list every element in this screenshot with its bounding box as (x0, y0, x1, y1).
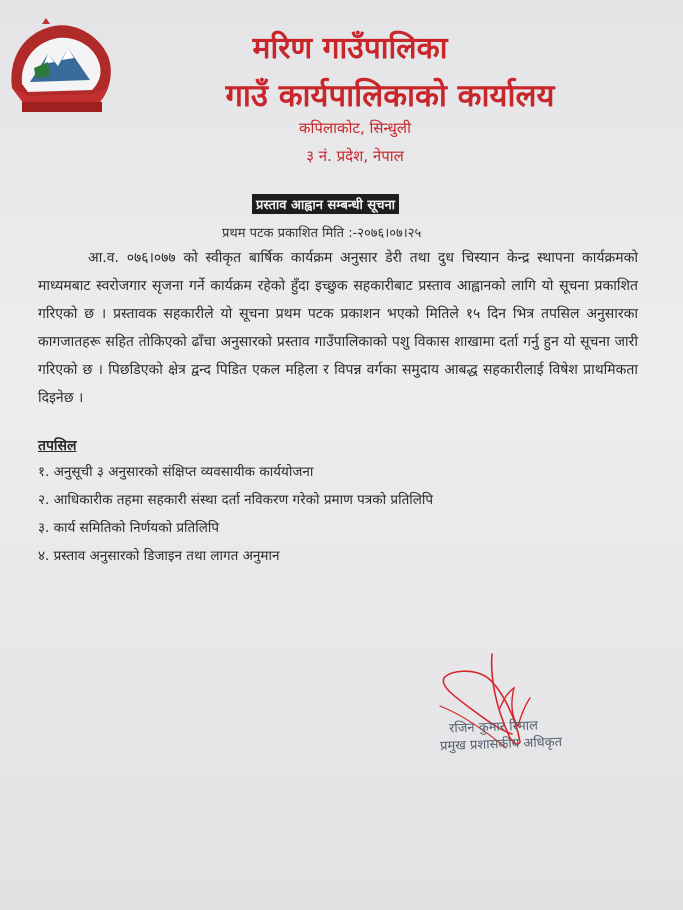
tapsil-heading: तपसिल (38, 438, 77, 454)
office-name: गाउँ कार्यपालिकाको कार्यालय (225, 78, 555, 114)
list-item: १. अनुसूची ३ अनुसारको संक्षिप्त व्यवसायीक कार्ययोजना (38, 464, 314, 480)
nepal-emblem-logo (4, 18, 116, 118)
office-address-line1: कपिलाकोट, सिन्धुली (299, 119, 411, 137)
publication-date: प्रथम पटक प्रकाशित मिति :-२०७६।०७।२५ (222, 226, 422, 241)
list-item: ३. कार्य समितिको निर्णयको प्रतिलिपि (38, 520, 220, 536)
signatory-title: प्रमुख प्रशासकीय अधिकृत (439, 734, 563, 755)
list-item: ४. प्रस्ताव अनुसारको डिजाइन तथा लागत अनुमान (38, 548, 280, 564)
notice-body-paragraph: आ.व. ०७६।०७७ को स्वीकृत बार्षिक कार्यक्रम अनुसार डेरी तथा दुध चिस्यान केन्द्र स्थापना कार्यक्रमको माध्यमबाट स्वरोजगार सृजना गर्ने कार्यक्रम रहेको हुँदा इच्छुक सहकारीबाट प्रस्ताव आह्वानको लागि यो सूचना प्रकाशित गरिएको छ । प्रस्तावक सहकारीले यो सूचना प्रथम पटक प्रकाशन भएको मितिले १५ दिन भित्र तपसिल अनुसारका कागजातहरू सहित तोकिएको ढाँचा अनुसारको प्रस्ताव गाउँपालिकाको पशु विकास शाखामा दर्ता गर्नु हुन यो सूचना जारी गरिएको छ । पिछडिएको क्षेत्र द्वन्द पिडित एकल महिला र विपन्न वर्गका समुदाय आबद्ध सहकारीलाई विषेश प्राथमिकता दिइनेछ । (38, 250, 638, 406)
signatory-name: रजिन कुमार रिमाल (448, 718, 539, 737)
tapsil-list (38, 458, 638, 570)
office-address-line2: ३ नं. प्रदेश, नेपाल (306, 147, 404, 165)
municipality-name: मरिण गाउँपालिका (252, 31, 448, 66)
notice-title: प्रस्ताव आह्वान सम्बन्धी सूचना (252, 194, 399, 214)
list-item: २. आधिकारीक तहमा सहकारी संस्था दर्ता नविकरण गरेको प्रमाण पत्रको प्रतिलिपि (38, 492, 434, 508)
